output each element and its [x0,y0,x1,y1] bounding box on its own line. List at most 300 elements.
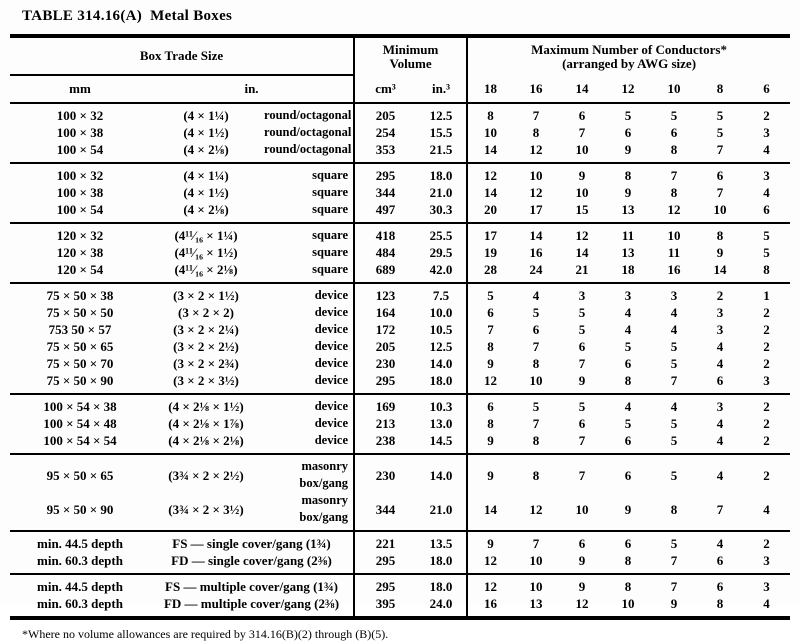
conductor-count-awg-16-cell: 8 [532,125,540,140]
conductor-count-awg-18-cell: 12 [467,574,513,595]
conductor-count-awg-8-cell: 6 [716,553,724,568]
header-minimum-volume-line1: Minimum [382,41,439,57]
conductor-count-awg-14-cell: 6 [578,416,586,431]
box-size-mm-cell: min. 60.3 depth [37,553,123,568]
conductor-count-awg-10-cell: 5 [670,108,678,123]
volume-cm3-cell: 395 [354,595,416,618]
conductor-count-awg-6-cell: 8 [763,262,770,277]
box-size-mm-cell: 120 × 38 [56,245,104,260]
conductor-count-awg-12-cell: 13 [621,245,635,260]
box-size-mm-cell: min. 60.3 depth [37,596,123,611]
conductor-count-awg-8-cell: 4 [697,454,743,492]
conductor-count-awg-18-cell: 12 [467,163,513,184]
conductor-count-awg-8-cell: 8 [716,596,724,611]
table-row [10,338,790,355]
conductor-count-awg-8-cell: 5 [716,125,724,140]
conductor-count-awg-12-cell: 5 [624,339,632,354]
conductor-count-awg-10-cell: 12 [667,202,681,217]
column-header-awg-10: 10 [651,75,697,103]
conductor-count-awg-16-cell: 12 [529,501,543,517]
conductor-count-awg-14-cell: 3 [559,283,605,304]
conductor-count-awg-12-cell: 8 [605,574,651,595]
volume-in3-cell: 18.0 [416,163,467,184]
header-row-sections [10,36,790,75]
volume-cm3-cell: 484 [354,244,416,261]
conductor-count-awg-14-cell: 12 [559,223,605,244]
box-size-in-cell: FS — multiple cover/gang (1¾) [150,574,354,595]
table-row [10,184,790,201]
conductor-count-awg-10-cell: 4 [651,394,697,415]
box-size-mm-cell: 100 × 54 × 38 [10,394,150,415]
header-minimum-volume [354,36,467,75]
box-size-in-cell: FD — multiple cover/gang (2⅜) [163,596,340,611]
volume-cm3-cell: 254 [354,124,416,141]
conductor-count-awg-12-cell: 4 [624,305,632,320]
volume-in3-cell: 29.5 [429,245,453,260]
conductor-count-awg-6-cell: 4 [763,501,770,517]
volume-in3-cell: 7.5 [416,283,467,304]
conductor-count-awg-8-cell: 7 [716,185,724,200]
conductor-count-awg-18-cell: 19 [467,244,513,261]
conductor-count-awg-14-cell: 9 [578,553,586,568]
conductor-count-awg-10-cell: 5 [670,356,678,371]
conductor-count-awg-10-cell: 4 [670,305,678,320]
table-row [10,355,790,372]
conductor-count-awg-16-cell: 7 [532,108,540,123]
conductor-count-awg-12-cell: 5 [624,416,632,431]
box-size-in-cell: (4 × 1¼) [150,163,262,184]
conductor-count-awg-14-cell: 7 [578,356,586,371]
box-size-mm-cell: 75 × 50 × 65 [46,339,114,354]
box-type-cell: round/octagonal [264,125,352,139]
column-header-awg-12: 12 [605,75,651,103]
conductor-count-awg-18-cell: 6 [467,304,513,321]
volume-in3-cell: 14.0 [416,454,467,492]
conductor-count-awg-8-cell: 3 [697,394,743,415]
conductor-count-awg-6-cell: 2 [743,394,790,415]
conductor-count-awg-6-cell: 2 [763,322,770,337]
box-size-mm-cell: min. 44.5 depth [10,574,150,595]
conductor-count-awg-6-cell: 2 [743,531,790,552]
table-row [10,141,790,163]
conductor-count-awg-8-cell: 14 [713,262,727,277]
conductor-count-awg-18-cell: 16 [467,595,513,618]
conductor-count-awg-10-cell: 5 [651,454,697,492]
box-size-in-cell: (3 × 2 × 3½) [173,373,239,388]
table-row [10,394,790,415]
table-row [10,201,790,223]
box-size-mm-cell: 75 × 50 × 70 [46,356,114,371]
volume-in3-cell: 18.0 [429,373,453,388]
conductor-count-awg-12-cell: 8 [624,553,632,568]
conductor-count-awg-12-cell: 3 [605,283,651,304]
volume-in3-cell: 15.5 [429,125,453,140]
box-size-mm-cell: 120 × 54 [56,262,104,277]
volume-in3-cell: 25.5 [416,223,467,244]
volume-cm3-cell: 169 [354,394,416,415]
conductor-count-awg-10-cell: 5 [670,433,678,448]
conductor-count-awg-10-cell: 4 [670,322,678,337]
conductor-count-awg-10-cell: 8 [670,501,678,517]
box-size-in-cell: FS — single cover/gang (1¾) [150,531,354,552]
box-size-mm-cell: 95 × 50 × 90 [46,501,114,517]
conductor-count-awg-8-cell: 4 [716,433,724,448]
conductor-count-awg-8-cell: 7 [716,142,724,157]
volume-in3-cell: 12.5 [429,339,453,354]
metal-boxes-table [10,34,790,620]
conductor-count-awg-10-cell: 6 [670,125,678,140]
conductor-count-awg-14-cell: 6 [578,108,586,123]
box-size-mm-cell: 75 × 50 × 38 [10,283,150,304]
conductor-count-awg-12-cell: 9 [624,142,632,157]
conductor-count-awg-6-cell: 2 [763,356,770,371]
conductor-count-awg-6-cell: 3 [743,574,790,595]
conductor-count-awg-10-cell: 5 [670,339,678,354]
table-row [10,492,790,531]
box-size-in-cell: (4¹¹⁄₁₆ × 2⅛) [174,262,238,277]
volume-cm3-cell: 164 [354,304,416,321]
volume-in3-cell: 30.3 [429,202,453,217]
conductor-count-awg-14-cell: 12 [575,596,589,611]
conductor-count-awg-14-cell: 5 [559,394,605,415]
conductor-count-awg-10-cell: 11 [667,245,681,260]
conductor-count-awg-18-cell: 20 [467,201,513,223]
volume-cm3-cell: 295 [354,552,416,574]
box-size-in-cell: (3¾ × 2 × 2½) [150,454,262,492]
conductor-count-awg-14-cell: 15 [575,202,589,217]
volume-in3-cell: 13.5 [416,531,467,552]
box-type-cell: device [314,433,349,447]
conductor-count-awg-18-cell: 17 [467,223,513,244]
conductor-count-awg-14-cell: 14 [575,245,589,260]
header-minimum-volume-line2: Volume [389,55,432,71]
conductor-count-awg-12-cell: 13 [621,202,635,217]
volume-in3-cell: 18.0 [429,553,453,568]
conductor-count-awg-6-cell: 1 [743,283,790,304]
conductor-count-awg-14-cell: 6 [578,339,586,354]
conductor-count-awg-10-cell: 10 [651,223,697,244]
conductor-count-awg-12-cell: 5 [624,108,632,123]
box-size-mm-cell: 100 × 32 [56,108,104,123]
table-row [10,163,790,184]
volume-in3-cell: 10.3 [416,394,467,415]
conductor-count-awg-18-cell: 9 [467,531,513,552]
box-size-in-cell: (3 × 2 × 2¾) [173,356,239,371]
box-type-cell: device [262,394,354,415]
footnote: *Where no volume allowances are required by 314.16(B)(2) through (B)(5). [22,627,389,641]
box-type-cell: masonry box/gang [299,493,349,524]
conductor-count-awg-6-cell: 4 [763,185,770,200]
volume-cm3-cell: 497 [354,201,416,223]
volume-cm3-cell: 213 [354,415,416,432]
conductor-count-awg-18-cell: 9 [467,355,513,372]
column-header-cm3: cm³ [354,75,416,103]
conductor-count-awg-18-cell: 14 [467,492,513,531]
table-row [10,244,790,261]
conductor-count-awg-16-cell: 24 [529,262,543,277]
conductor-count-awg-12-cell: 4 [624,322,632,337]
box-size-in-cell: (4 × 2⅛ × 1½) [150,394,262,415]
volume-cm3-cell: 230 [354,454,416,492]
box-size-mm-cell: 100 × 38 [56,125,104,140]
column-header-awg-14: 14 [559,75,605,103]
box-type-cell: square [312,262,349,276]
table-row [10,124,790,141]
volume-cm3-cell: 123 [354,283,416,304]
conductor-count-awg-8-cell: 3 [716,322,724,337]
conductor-count-awg-12-cell: 6 [624,433,632,448]
conductor-count-awg-6-cell: 6 [763,202,770,217]
box-size-in-cell: (3 × 2 × 1½) [150,283,262,304]
conductor-count-awg-14-cell: 9 [559,163,605,184]
conductor-count-awg-12-cell: 4 [605,394,651,415]
conductor-count-awg-16-cell: 7 [532,339,540,354]
volume-cm3-cell: 418 [354,223,416,244]
conductor-count-awg-18-cell: 12 [467,552,513,574]
conductor-count-awg-8-cell: 7 [716,501,724,517]
volume-cm3-cell: 295 [354,372,416,394]
box-size-mm-cell: 753 50 × 57 [48,322,112,337]
header-box-trade-size: Box Trade Size [10,36,354,75]
table-row [10,283,790,304]
conductor-count-awg-12-cell: 8 [624,373,632,388]
conductor-count-awg-18-cell: 9 [467,454,513,492]
conductor-count-awg-6-cell: 3 [763,553,770,568]
conductor-count-awg-18-cell: 14 [467,184,513,201]
box-size-in-cell: (4 × 1½) [183,185,229,200]
box-type-cell: device [314,305,349,319]
conductor-count-awg-10-cell: 8 [670,185,678,200]
conductor-count-awg-14-cell: 7 [559,454,605,492]
table-row [10,372,790,394]
column-header-in: in. [150,75,354,103]
conductor-count-awg-6-cell: 2 [763,416,770,431]
conductor-count-awg-8-cell: 4 [716,339,724,354]
conductor-count-awg-14-cell: 21 [575,262,589,277]
box-size-mm-cell: 100 × 38 [56,185,104,200]
conductor-count-awg-16-cell: 16 [529,245,543,260]
table-row [10,454,790,492]
conductor-count-awg-10-cell: 7 [651,163,697,184]
volume-in3-cell: 10.0 [429,305,453,320]
conductor-count-awg-12-cell: 9 [624,185,632,200]
volume-cm3-cell: 172 [354,321,416,338]
conductor-count-awg-6-cell: 2 [763,339,770,354]
box-size-mm-cell: 100 × 54 [56,202,104,217]
volume-cm3-cell: 295 [354,574,416,595]
box-type-cell: round/octagonal [264,142,352,156]
volume-cm3-cell: 295 [354,163,416,184]
conductor-count-awg-14-cell: 7 [578,125,586,140]
conductor-count-awg-14-cell: 5 [578,305,586,320]
box-type-cell: round/octagonal [264,108,352,122]
volume-in3-cell: 42.0 [429,262,453,277]
conductor-count-awg-10-cell: 5 [670,416,678,431]
conductor-count-awg-10-cell: 9 [670,596,678,611]
conductor-count-awg-16-cell: 6 [532,322,540,337]
conductor-count-awg-18-cell: 14 [467,141,513,163]
conductor-count-awg-16-cell: 10 [529,373,543,388]
conductor-count-awg-6-cell: 2 [743,454,790,492]
table-title: TABLE 314.16(A) Metal Boxes [22,8,233,24]
conductor-count-awg-18-cell: 7 [467,321,513,338]
table-row [10,595,790,618]
column-header-awg-6: 6 [743,75,790,103]
box-type-cell: device [314,416,349,430]
conductor-count-awg-18-cell: 10 [467,124,513,141]
conductor-count-awg-8-cell: 6 [697,574,743,595]
box-size-in-cell: (4 × 2⅛ × 2⅛) [168,433,244,448]
volume-in3-cell: 21.0 [429,501,453,517]
conductor-count-awg-12-cell: 6 [624,125,632,140]
box-type-cell: square [262,223,354,244]
box-type-cell: device [314,373,349,387]
conductor-count-awg-8-cell: 3 [716,305,724,320]
conductor-count-awg-16-cell: 7 [532,416,540,431]
volume-cm3-cell: 344 [354,492,416,531]
conductor-count-awg-6-cell: 5 [743,223,790,244]
conductor-count-awg-18-cell: 8 [467,338,513,355]
conductor-count-awg-16-cell: 12 [529,185,543,200]
table-row [10,415,790,432]
conductor-count-awg-18-cell: 6 [467,394,513,415]
conductor-count-awg-18-cell: 12 [467,372,513,394]
table-row [10,261,790,283]
header-max-conductors-line1: Maximum Number of Conductors* [531,41,727,57]
volume-in3-cell: 10.5 [429,322,453,337]
box-size-mm-cell: 75 × 50 × 50 [46,305,114,320]
box-size-in-cell: (4 × 1½) [183,125,229,140]
box-type-cell: square [262,163,354,184]
conductor-count-awg-6-cell: 4 [763,596,770,611]
conductor-count-awg-14-cell: 10 [575,142,589,157]
conductor-count-awg-8-cell: 4 [716,356,724,371]
conductor-count-awg-18-cell: 28 [467,261,513,283]
box-type-cell: device [262,283,354,304]
conductor-count-awg-16-cell: 8 [532,356,540,371]
box-size-in-cell: (4 × 2⅛) [183,202,229,217]
box-type-cell: square [312,245,349,259]
column-header-awg-16: 16 [513,75,559,103]
conductor-count-awg-12-cell: 18 [621,262,635,277]
box-size-in-cell: (3¾ × 2 × 3½) [168,501,244,517]
conductor-count-awg-14-cell: 10 [575,501,589,517]
box-size-in-cell: (4 × 2⅛) [183,142,229,157]
table-row [10,103,790,124]
table-row [10,531,790,552]
conductor-count-awg-10-cell: 7 [670,553,678,568]
conductor-count-awg-10-cell: 5 [651,531,697,552]
conductor-count-awg-18-cell: 5 [467,283,513,304]
conductor-count-awg-16-cell: 12 [529,142,543,157]
box-type-cell: device [314,322,349,336]
conductor-count-awg-8-cell: 9 [716,245,724,260]
volume-cm3-cell: 205 [354,103,416,124]
column-header-awg-8: 8 [697,75,743,103]
box-size-in-cell: (4¹¹⁄₁₆ × 1½) [174,245,238,260]
header-max-conductors [467,36,790,75]
box-size-mm-cell: 100 × 32 [10,163,150,184]
table-row [10,304,790,321]
conductor-count-awg-8-cell: 5 [716,108,724,123]
conductor-count-awg-16-cell: 7 [513,531,559,552]
conductor-count-awg-6-cell: 3 [763,373,770,388]
conductor-count-awg-8-cell: 6 [697,163,743,184]
conductor-count-awg-18-cell: 9 [467,432,513,454]
conductor-count-awg-12-cell: 10 [621,596,635,611]
column-header-awg-18: 18 [467,75,513,103]
volume-cm3-cell: 221 [354,531,416,552]
column-header-in3: in.³ [416,75,467,103]
volume-in3-cell: 14.5 [429,433,453,448]
conductor-count-awg-14-cell: 7 [578,433,586,448]
conductor-count-awg-8-cell: 2 [697,283,743,304]
conductor-count-awg-8-cell: 4 [697,531,743,552]
box-size-in-cell: (3 × 2 × 2½) [173,339,239,354]
conductor-count-awg-16-cell: 8 [513,454,559,492]
conductor-count-awg-16-cell: 17 [529,202,543,217]
box-size-in-cell: (4¹¹⁄₁₆ × 1¼) [150,223,262,244]
box-type-cell: square [312,185,349,199]
conductor-count-awg-6-cell: 3 [763,125,770,140]
conductor-count-awg-10-cell: 7 [670,373,678,388]
conductor-count-awg-16-cell: 10 [513,574,559,595]
box-type-cell: masonry box/gang [262,454,354,492]
conductor-count-awg-16-cell: 5 [513,394,559,415]
box-size-mm-cell: 100 × 54 [56,142,104,157]
conductor-count-awg-6-cell: 3 [743,163,790,184]
conductor-count-awg-18-cell: 8 [467,415,513,432]
conductor-count-awg-16-cell: 4 [513,283,559,304]
conductor-count-awg-10-cell: 7 [651,574,697,595]
box-size-in-cell: (4 × 1¼) [183,108,229,123]
conductor-count-awg-12-cell: 6 [605,531,651,552]
box-size-mm-cell: min. 44.5 depth [10,531,150,552]
box-size-in-cell: (4 × 2⅛ × 1⅞) [168,416,244,431]
box-size-mm-cell: 95 × 50 × 65 [10,454,150,492]
conductor-count-awg-12-cell: 9 [624,501,632,517]
box-size-mm-cell: 100 × 54 × 48 [43,416,117,431]
header-max-conductors-line2: (arranged by AWG size) [562,55,697,71]
conductor-count-awg-12-cell: 11 [605,223,651,244]
conductor-count-awg-16-cell: 5 [532,305,540,320]
volume-cm3-cell: 238 [354,432,416,454]
conductor-count-awg-6-cell: 2 [763,433,770,448]
box-size-in-cell: (3 × 2 × 2) [178,305,234,320]
volume-in3-cell: 21.0 [429,185,453,200]
volume-in3-cell: 18.0 [416,574,467,595]
conductor-count-awg-12-cell: 6 [624,356,632,371]
conductor-count-awg-14-cell: 6 [559,531,605,552]
table-row [10,321,790,338]
conductor-count-awg-16-cell: 14 [513,223,559,244]
conductor-count-awg-16-cell: 10 [529,553,543,568]
box-size-mm-cell: 75 × 50 × 90 [46,373,114,388]
conductor-count-awg-10-cell: 3 [651,283,697,304]
volume-in3-cell: 12.5 [429,108,453,123]
table-row [10,432,790,454]
box-size-in-cell: FD — single cover/gang (2⅜) [171,553,332,568]
conductor-count-awg-14-cell: 5 [578,322,586,337]
conductor-count-awg-16-cell: 13 [529,596,543,611]
conductor-count-awg-6-cell: 4 [763,142,770,157]
conductor-count-awg-14-cell: 9 [578,373,586,388]
header-row-columns [10,75,790,103]
volume-in3-cell: 14.0 [429,356,453,371]
conductor-count-awg-6-cell: 5 [763,245,770,260]
conductor-count-awg-12-cell: 8 [605,163,651,184]
conductor-count-awg-8-cell: 6 [716,373,724,388]
